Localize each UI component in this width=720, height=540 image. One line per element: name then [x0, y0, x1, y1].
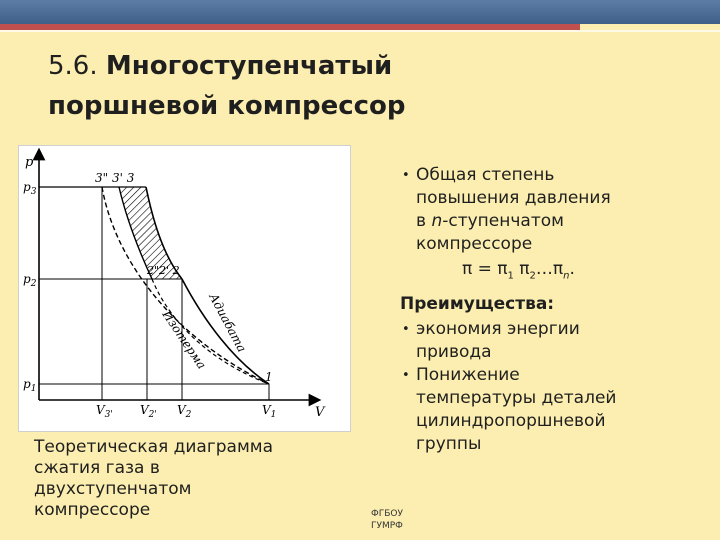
point-labels-3: 3" 3' 3 — [95, 171, 135, 185]
caption-line-1: Теоретическая диаграмма — [34, 437, 274, 457]
tick-p1: $p_1$ — [23, 377, 37, 394]
pressure-ratio-formula: $\pi = \pi_1$ $\pi_2\dots\pi_n$. — [462, 259, 575, 282]
title-line-2: поршневой компрессор — [48, 91, 406, 121]
axis-label-v: V — [315, 405, 325, 420]
title-number: 5.6. — [48, 51, 98, 81]
slide-title — [48, 46, 688, 126]
point-labels-2: 2"2' 2 — [147, 264, 180, 277]
tick-v2p: $V_{2'}$ — [140, 403, 157, 420]
caption-line-4: компрессоре — [34, 500, 151, 520]
caption-line-2: сжатия газа в — [34, 458, 160, 478]
title-line-1: Многоступенчатый — [105, 51, 393, 81]
bullet-pressure-ratio: • Общая степень повышения давления в n-ступенчатом компрессоре — [402, 165, 611, 254]
axis-label-p: p — [25, 155, 34, 170]
bullet-temperature: • Понижение температуры деталей цилиндропоршневой группы — [402, 365, 617, 455]
pv-diagram-svg — [19, 146, 350, 431]
header-bar — [0, 0, 720, 24]
footer-org: ФГБОУ ГУМРФ — [371, 509, 403, 531]
diagram-caption — [34, 437, 334, 521]
tick-v2: $V_2$ — [177, 403, 192, 420]
caption-line-3: двухступенчатом — [34, 479, 192, 499]
header-divider — [0, 30, 720, 32]
tick-v1: $V_1$ — [262, 403, 277, 420]
point-label-1: 1 — [265, 370, 273, 384]
advantages-heading: Преимущества: — [400, 294, 555, 315]
isotherm-label: Изотерма — [159, 307, 209, 372]
tick-p3: $p_3$ — [23, 180, 37, 197]
tick-v3p: $V_{3'}$ — [96, 403, 113, 420]
bullet-icon: • — [402, 168, 410, 183]
tick-p2: $p_2$ — [23, 272, 37, 289]
pv-diagram — [18, 145, 351, 432]
content-text — [400, 164, 700, 456]
bullet-icon: • — [402, 368, 410, 384]
bullet-energy-saving: • экономия энергии привода — [402, 319, 580, 363]
bullet-icon: • — [402, 322, 410, 338]
adiabat-label: Адиабата — [206, 290, 250, 355]
